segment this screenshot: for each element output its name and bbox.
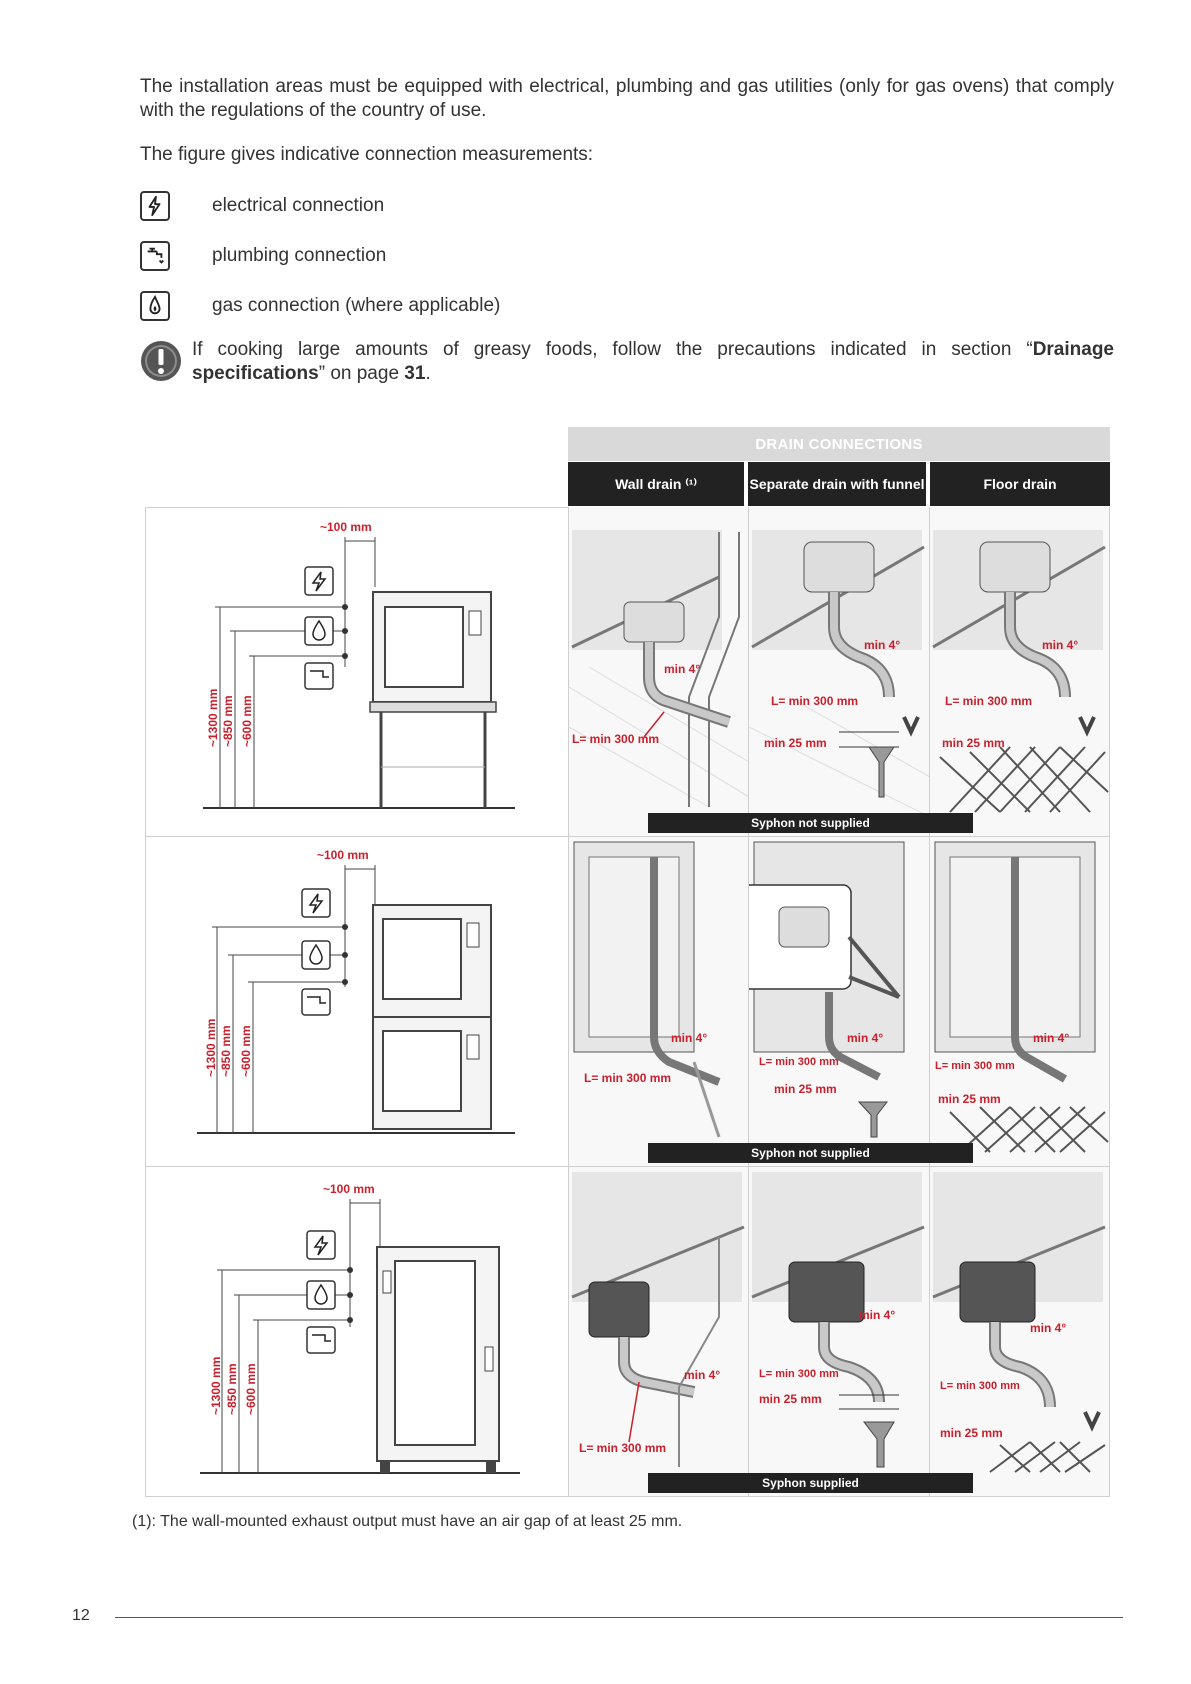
column-header-floor-drain: Floor drain: [930, 462, 1110, 506]
clearance-100: ~100 mm: [323, 1182, 375, 1196]
row2-wall-drain: [569, 837, 749, 1167]
row3-separate-drain: [749, 1167, 930, 1497]
angle-label: min 4°: [859, 1308, 896, 1322]
gas-icon: [140, 291, 170, 321]
angle-label: min 4°: [1033, 1031, 1070, 1045]
height-1300: ~1300 mm: [209, 1356, 223, 1415]
column-header-wall-drain: Wall drain ⁽¹⁾: [568, 462, 744, 506]
angle-label: min 4°: [1042, 638, 1079, 652]
length-label: L= min 300 mm: [759, 1368, 839, 1380]
syphon-note: Syphon not supplied: [648, 1143, 973, 1163]
length-label: L= min 300 mm: [579, 1441, 667, 1455]
row3-oven-diagram: [145, 1167, 569, 1497]
angle-label: min 4°: [1030, 1321, 1067, 1335]
footnote: (1): The wall-mounted exhaust output must have an air gap of at least 25 mm.: [132, 1513, 683, 1530]
warning-icon: [140, 340, 182, 382]
row3-wall-drain: [569, 1167, 749, 1497]
electrical-icon: [140, 191, 170, 221]
length-label: L= min 300 mm: [935, 1060, 1015, 1072]
plumbing-icon: [305, 663, 333, 689]
greasy-food-note: If cooking large amounts of greasy foods, follow the precautions indicated in section “Drainage specifications” on page 31.: [192, 339, 1114, 384]
height-850: ~850 mm: [219, 1025, 233, 1077]
symbol-row-plumbing: [140, 239, 387, 273]
row2-separate-drain: [749, 837, 930, 1167]
length-label: L= min 300 mm: [584, 1071, 672, 1085]
angle-label: min 4°: [671, 1031, 708, 1045]
row1-separate-drain: [749, 507, 930, 837]
plumbing-icon: [307, 1327, 335, 1353]
row1-wall-drain: [569, 507, 749, 837]
plumbing-icon: [302, 989, 330, 1015]
gap-label: min 25 mm: [942, 736, 1005, 750]
height-850: ~850 mm: [221, 695, 235, 747]
length-label: L= min 300 mm: [771, 694, 859, 708]
row3-floor-drain: [930, 1167, 1110, 1497]
angle-label: min 4°: [664, 662, 701, 676]
height-1300: ~1300 mm: [204, 1018, 218, 1077]
symbol-row-electrical: [140, 189, 385, 223]
symbol-label: electrical connection: [212, 195, 385, 216]
syphon-note: Syphon not supplied: [648, 813, 973, 833]
electrical-icon: [305, 567, 333, 595]
intro-paragraph: The installation areas must be equipped with electrical, plumbing and gas utilities (only for gas ovens) that comply with the regulations of the country of use.: [140, 76, 1114, 121]
length-label: L= min 300 mm: [940, 1380, 1020, 1392]
height-600: ~600 mm: [239, 1025, 253, 1077]
height-850: ~850 mm: [225, 1363, 239, 1415]
gap-label: min 25 mm: [774, 1082, 837, 1096]
length-label: L= min 300 mm: [572, 732, 660, 746]
length-label: L= min 300 mm: [945, 694, 1033, 708]
length-label: L= min 300 mm: [759, 1056, 839, 1068]
row1-floor-drain: [930, 507, 1110, 837]
column-header-separate-drain: Separate drain with funnel: [748, 462, 926, 506]
drain-connections-banner: DRAIN CONNECTIONS: [568, 427, 1110, 461]
row2-floor-drain: [930, 837, 1110, 1167]
gap-label: min 25 mm: [764, 736, 827, 750]
electrical-icon: [302, 889, 330, 917]
gap-label: min 25 mm: [759, 1392, 822, 1406]
height-1300: ~1300 mm: [206, 688, 220, 747]
row2-oven-diagram: [145, 837, 569, 1167]
height-600: ~600 mm: [244, 1363, 258, 1415]
clearance-100: ~100 mm: [320, 520, 372, 534]
angle-label: min 4°: [847, 1031, 884, 1045]
footer-rule: [115, 1617, 1123, 1618]
plumbing-icon: [140, 241, 170, 271]
angle-label: min 4°: [864, 638, 901, 652]
symbol-label: plumbing connection: [212, 245, 387, 266]
electrical-icon: [307, 1231, 335, 1259]
symbol-label: gas connection (where applicable): [212, 295, 501, 316]
page-number: 12: [72, 1607, 90, 1624]
gap-label: min 25 mm: [940, 1426, 1003, 1440]
row1-oven-diagram: [145, 507, 569, 837]
symbol-row-gas: [140, 289, 501, 323]
syphon-note: Syphon supplied: [648, 1473, 973, 1493]
angle-label: min 4°: [684, 1368, 721, 1382]
height-600: ~600 mm: [240, 695, 254, 747]
clearance-100: ~100 mm: [317, 848, 369, 862]
intro-lead: The figure gives indicative connection measurements:: [140, 144, 594, 165]
gap-label: min 25 mm: [938, 1092, 1001, 1106]
